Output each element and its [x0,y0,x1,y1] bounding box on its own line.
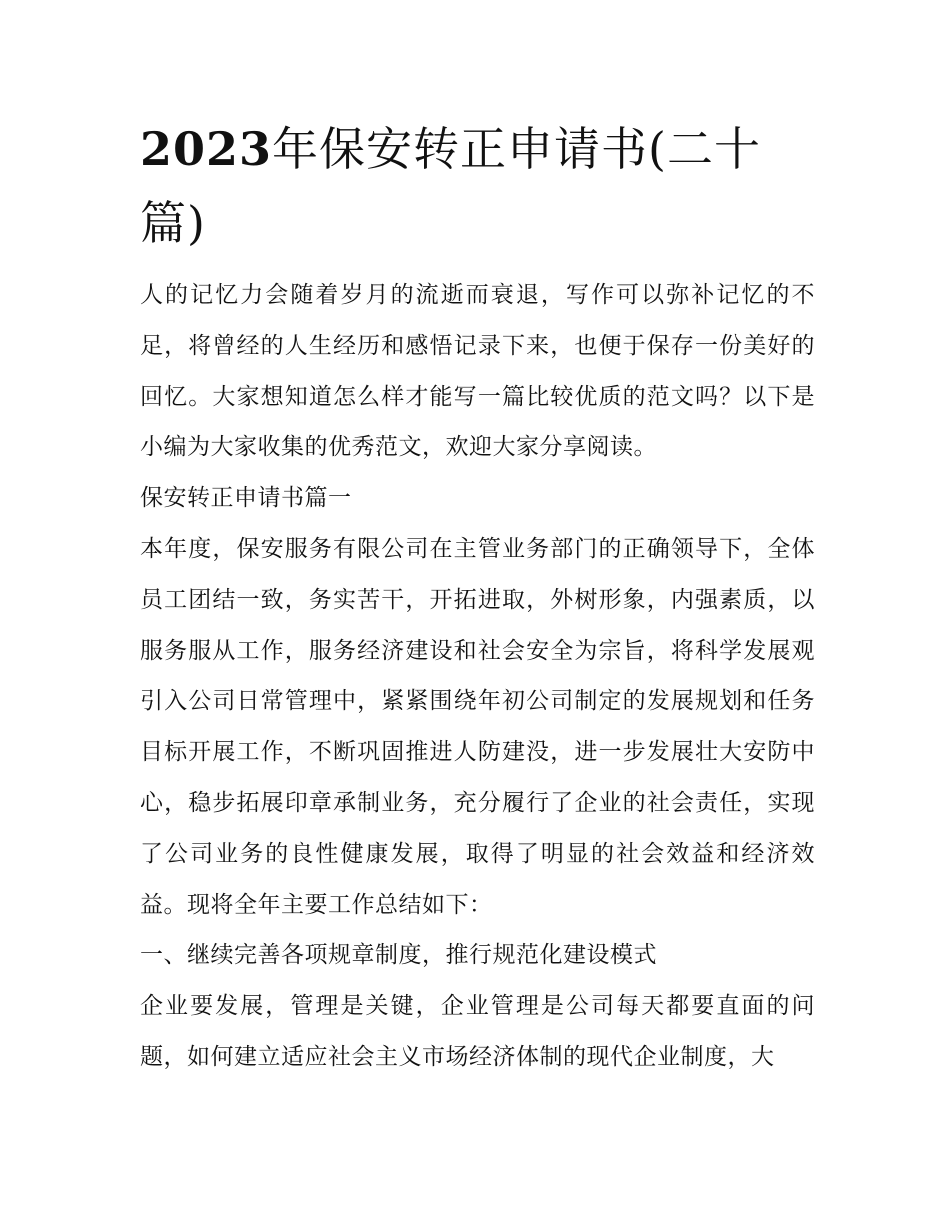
body-paragraph-2: 企业要发展，管理是关键，企业管理是公司每天都要直面的问题，如何建立适应社会主义市场经济体制的现代企业制度，大 [140,993,815,1070]
body-paragraph-1: 本年度，保安服务有限公司在主管业务部门的正确领导下，全体员工团结一致，务实苦干，开拓进取，外树形象，内强素质，以服务服从工作，服务经济建设和社会安全为宗旨，将科学发展观引入公司日常管理中，紧紧围绕年初公司制定的发展规划和任务目标开展工作，不断巩固推进人防建没，进一步发展壮大安防中心，稳步拓展印章承制业务，充分履行了企业的社会责任，实现了公司业务的良性健康发展，取得了明显的社会效益和经济效益。现将全年主要工作总结如下： [140,535,815,918]
title-text: 年保安转正申请书(二十篇) [140,122,761,250]
document-content [140,112,815,1083]
section-heading-2: 一、继续完善各项规章制度，推行规范化建设模式 [140,942,657,969]
section-heading-1: 保安转正申请书篇一 [140,485,352,512]
document-title [140,112,800,260]
intro-paragraph: 人的记忆力会随着岁月的流逝而衰退，写作可以弥补记忆的不足，将曾经的人生经历和感悟记录下来，也便于保存一份美好的回忆。大家想知道怎么样才能写一篇比较优质的范文吗？以下是小编为大家收集的优秀范文，欢迎大家分享阅读。 [140,282,815,461]
title-year: 2023 [140,122,273,176]
